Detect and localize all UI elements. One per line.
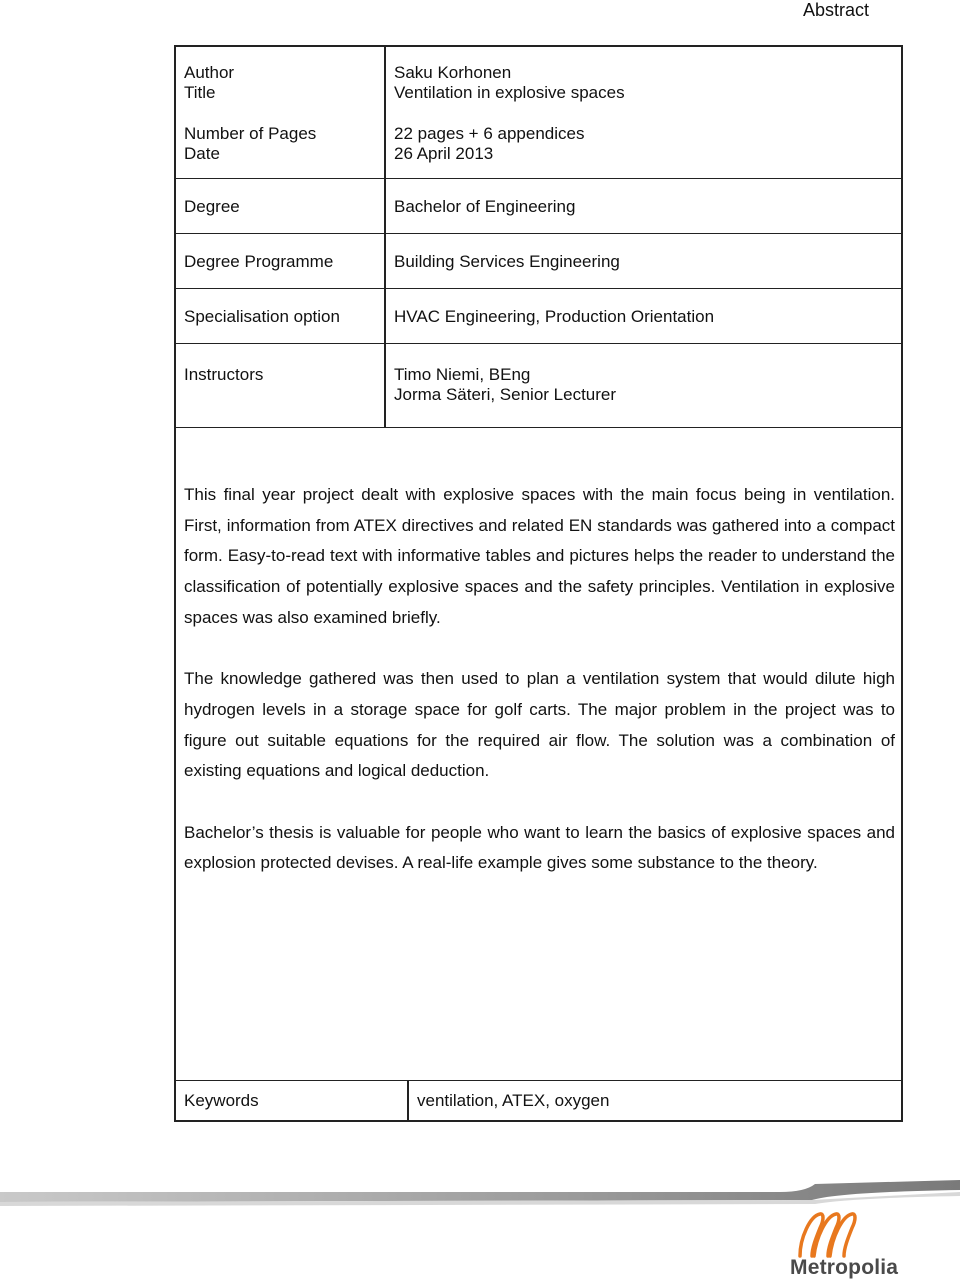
keywords-label: Keywords [184, 1091, 259, 1110]
specialisation-label: Specialisation option [184, 307, 340, 326]
title-value: Ventilation in explosive spaces [394, 83, 625, 102]
specialisation-value: HVAC Engineering, Production Orientation [394, 307, 715, 326]
instructor-1: Timo Niemi, BEng [394, 365, 531, 384]
date-label: Date [184, 144, 220, 163]
instructor-2: Jorma Säteri, Senior Lecturer [394, 385, 617, 404]
author-value: Saku Korhonen [394, 63, 512, 82]
keywords-value: ventilation, ATEX, oxygen [417, 1091, 610, 1110]
abstract-frame [174, 45, 903, 1122]
author-label: Author [184, 63, 235, 82]
programme-value: Building Services Engineering [394, 252, 620, 271]
degree-value: Bachelor of Engineering [394, 197, 576, 216]
page-header-title: Abstract [802, 0, 869, 20]
title-label: Title [184, 83, 216, 102]
logo-text: Metropolia [790, 1256, 899, 1279]
programme-label: Degree Programme [184, 252, 334, 271]
degree-label: Degree [184, 197, 240, 216]
date-value: 26 April 2013 [394, 144, 494, 163]
info-row-specialisation [176, 289, 901, 344]
info-row-instructors [176, 344, 901, 428]
pages-label: Number of Pages [184, 124, 317, 143]
metropolia-logo-mark-icon [790, 1208, 920, 1258]
info-row-degree [176, 179, 901, 234]
pages-value: 22 pages + 6 appendices [394, 124, 585, 143]
instructors-label: Instructors [184, 365, 264, 384]
info-row-programme [176, 234, 901, 289]
keywords-divider [407, 1081, 409, 1120]
abstract-paragraph-1: This final year project dealt with explosive spaces with the main focus being in ventilation. First, information from ATEX directives and related EN standards was gathered into a compact form. Easy-to-read text with informative tables and pictures helps the reader to understand the classification of potentially explosive spaces and the safety principles. Ventilation in explosive spaces was also examined briefly. [184, 485, 895, 627]
abstract-body [184, 480, 895, 910]
abstract-paragraph-3: Bachelor’s thesis is valuable for people who want to learn the basics of explosive spaces and explosion protected devises. A real-life example gives some substance to the theory. [184, 822, 895, 873]
abstract-paragraph-2: The knowledge gathered was then used to plan a ventilation system that would dilute high hydrogen levels in a storage space for golf carts. The major problem in the project was to figure out suitable equations for the required air flow. The solution was a combination of existing equations and logical deduction. [184, 669, 895, 781]
keywords-row [176, 1080, 901, 1120]
info-row-author-title [176, 47, 901, 179]
metropolia-logo [790, 1208, 920, 1280]
